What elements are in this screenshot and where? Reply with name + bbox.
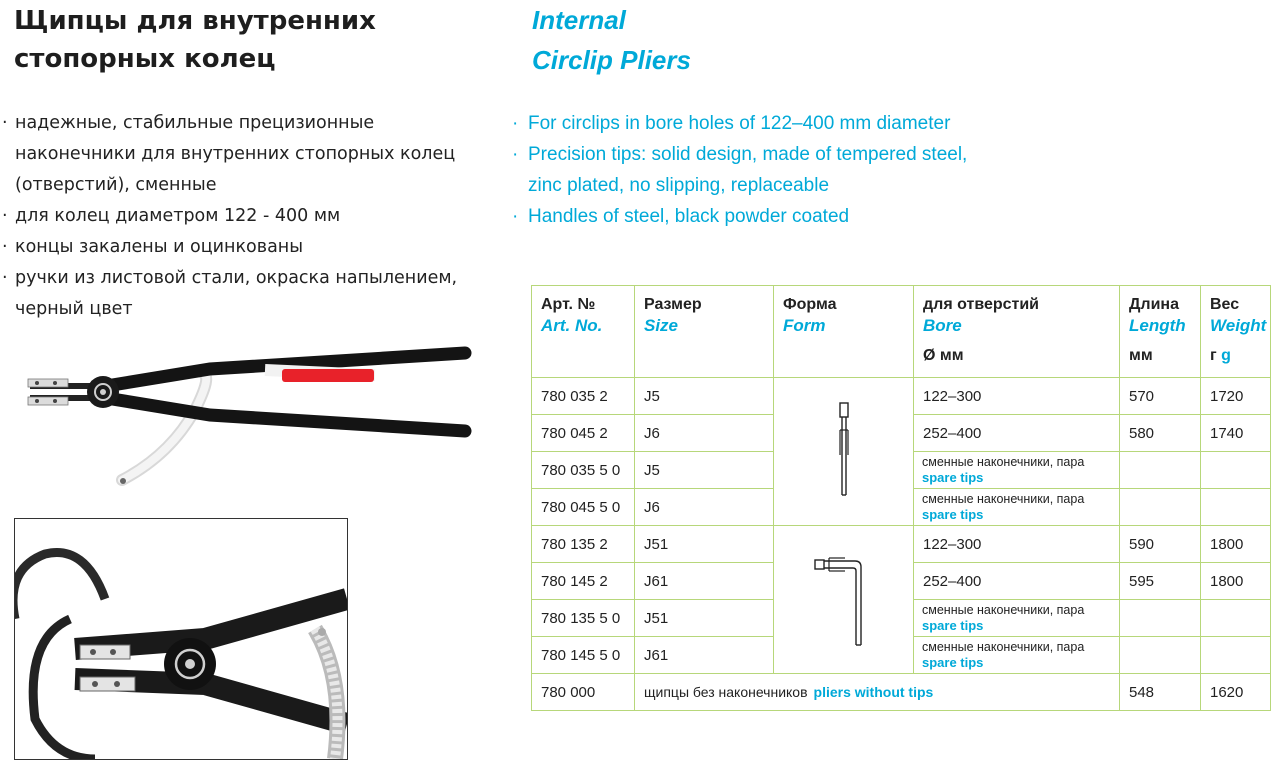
feature-text: концы закалены и оцинкованы — [15, 237, 304, 257]
feature-item — [2, 232, 482, 263]
cell-size: J61 — [635, 563, 774, 600]
header-label: Форма — [783, 296, 837, 313]
feature-text: для колец диаметром 122 - 400 мм — [15, 206, 341, 226]
cell-description — [635, 674, 1120, 711]
cell-weight: 1800 — [1201, 563, 1271, 600]
spec-table — [531, 285, 1271, 711]
cell-art: 780 045 5 0 — [532, 489, 635, 526]
cell-weight: 1720 — [1201, 378, 1271, 415]
cell-size: J5 — [635, 378, 774, 415]
cell-bore — [914, 637, 1120, 674]
cell-bore — [914, 489, 1120, 526]
feature-text: Handles of steel, black powder coated — [528, 206, 850, 227]
straight-tip-icon — [829, 395, 859, 505]
bullet: · — [512, 206, 519, 227]
cell-form — [774, 526, 914, 674]
table-header-row — [532, 286, 1271, 378]
spare-tips-ru: сменные наконечники, пара — [922, 455, 1085, 469]
header-unit — [1210, 346, 1270, 366]
spare-tips-en: spare tips — [922, 655, 984, 670]
features-en-list — [512, 108, 967, 232]
pliers-closeup-illustration — [15, 519, 347, 759]
title-ru-line: стопорных колец — [14, 44, 276, 74]
spare-tips-ru: сменные наконечники, пара — [922, 603, 1085, 617]
cell-size: J61 — [635, 637, 774, 674]
title-en-line: Circlip Pliers — [532, 45, 691, 75]
header-label: Арт. № — [541, 296, 596, 313]
cell-size: J51 — [635, 600, 774, 637]
header-unit: мм — [1129, 347, 1153, 364]
cell-weight — [1201, 452, 1271, 489]
feature-text: черный цвет — [15, 299, 133, 319]
table-row — [532, 674, 1271, 711]
bullet: · — [2, 113, 8, 133]
unit-ru: г — [1210, 347, 1217, 364]
cell-weight: 1800 — [1201, 526, 1271, 563]
header-label-en: Length — [1129, 316, 1186, 335]
header-label: для отверстий — [923, 296, 1040, 313]
cell-weight: 1620 — [1201, 674, 1271, 711]
cell-weight: 1740 — [1201, 415, 1271, 452]
feature-text: (отверстий), сменные — [15, 175, 217, 195]
cell-art: 780 035 2 — [532, 378, 635, 415]
cell-size: J6 — [635, 489, 774, 526]
header-form — [774, 286, 914, 378]
feature-item — [2, 108, 482, 139]
title-en-line: Internal — [532, 5, 626, 35]
cell-weight — [1201, 637, 1271, 674]
feature-text: Precision tips: solid design, made of tempered steel, — [528, 144, 968, 165]
feature-item — [2, 201, 482, 232]
header-length — [1120, 286, 1201, 378]
cell-form — [774, 378, 914, 526]
cell-art: 780 000 — [532, 674, 635, 711]
cell-size: J6 — [635, 415, 774, 452]
cell-bore: 252–400 — [914, 415, 1120, 452]
bullet: · — [2, 237, 8, 257]
feature-item — [512, 139, 967, 170]
description-ru: щипцы без наконечников — [644, 683, 808, 700]
header-label: Размер — [644, 296, 702, 313]
header-bore — [914, 286, 1120, 378]
cell-length: 580 — [1120, 415, 1201, 452]
bullet: · — [512, 144, 519, 165]
unit-en: g — [1221, 347, 1231, 364]
cell-bore: 122–300 — [914, 378, 1120, 415]
cell-weight — [1201, 489, 1271, 526]
table-row — [532, 378, 1271, 415]
detail-photo — [14, 518, 348, 760]
pliers-illustration — [10, 335, 480, 495]
cell-art: 780 145 5 0 — [532, 637, 635, 674]
bent-tip-icon — [809, 543, 879, 653]
header-unit: Ø мм — [923, 347, 964, 364]
title-ru-line: Щипцы для внутренних — [14, 6, 376, 36]
title-ru — [14, 2, 376, 78]
cell-length: 548 — [1120, 674, 1201, 711]
header-label-en: Weight — [1210, 316, 1267, 335]
title-en — [532, 0, 691, 80]
feature-item — [512, 108, 967, 139]
header-label: Вес — [1210, 296, 1240, 313]
cell-weight — [1201, 600, 1271, 637]
header-label-en: Form — [783, 316, 826, 335]
header-size — [635, 286, 774, 378]
table-row — [532, 526, 1271, 563]
spare-tips-en: spare tips — [922, 470, 984, 485]
cell-art: 780 135 2 — [532, 526, 635, 563]
cell-length — [1120, 489, 1201, 526]
features-ru-list — [2, 108, 482, 325]
bullet: · — [2, 268, 8, 288]
feature-item — [512, 201, 967, 232]
cell-art: 780 135 5 0 — [532, 600, 635, 637]
cell-art: 780 145 2 — [532, 563, 635, 600]
header-label-en: Bore — [923, 316, 962, 335]
spare-tips-ru: сменные наконечники, пара — [922, 640, 1085, 654]
header-label-en: Size — [644, 316, 679, 335]
spare-tips-en: spare tips — [922, 507, 984, 522]
cell-bore: 122–300 — [914, 526, 1120, 563]
feature-text: ручки из листовой стали, окраска напылением, — [15, 268, 458, 288]
bullet: · — [2, 206, 8, 226]
cell-length: 595 — [1120, 563, 1201, 600]
header-weight — [1201, 286, 1271, 378]
cell-size: J5 — [635, 452, 774, 489]
cell-length — [1120, 637, 1201, 674]
feature-text: надежные, стабильные прецизионные — [15, 113, 375, 133]
cell-length: 590 — [1120, 526, 1201, 563]
cell-bore: 252–400 — [914, 563, 1120, 600]
feature-text: For circlips in bore holes of 122–400 mm diameter — [528, 113, 951, 134]
description-en: pliers without tips — [813, 683, 934, 700]
cell-art: 780 035 5 0 — [532, 452, 635, 489]
bullet: · — [512, 113, 519, 134]
spare-tips-en: spare tips — [922, 618, 984, 633]
cell-size: J51 — [635, 526, 774, 563]
cell-art: 780 045 2 — [532, 415, 635, 452]
feature-item — [2, 263, 482, 294]
cell-length — [1120, 600, 1201, 637]
cell-bore — [914, 600, 1120, 637]
header-label: Длина — [1129, 296, 1179, 313]
cell-length — [1120, 452, 1201, 489]
cell-bore — [914, 452, 1120, 489]
feature-text: наконечники для внутренних стопорных колец — [15, 144, 456, 164]
feature-text: zinc plated, no slipping, replaceable — [528, 175, 830, 196]
spare-tips-ru: сменные наконечники, пара — [922, 492, 1085, 506]
header-label-en: Art. No. — [541, 316, 603, 335]
header-art — [532, 286, 635, 378]
cell-length: 570 — [1120, 378, 1201, 415]
